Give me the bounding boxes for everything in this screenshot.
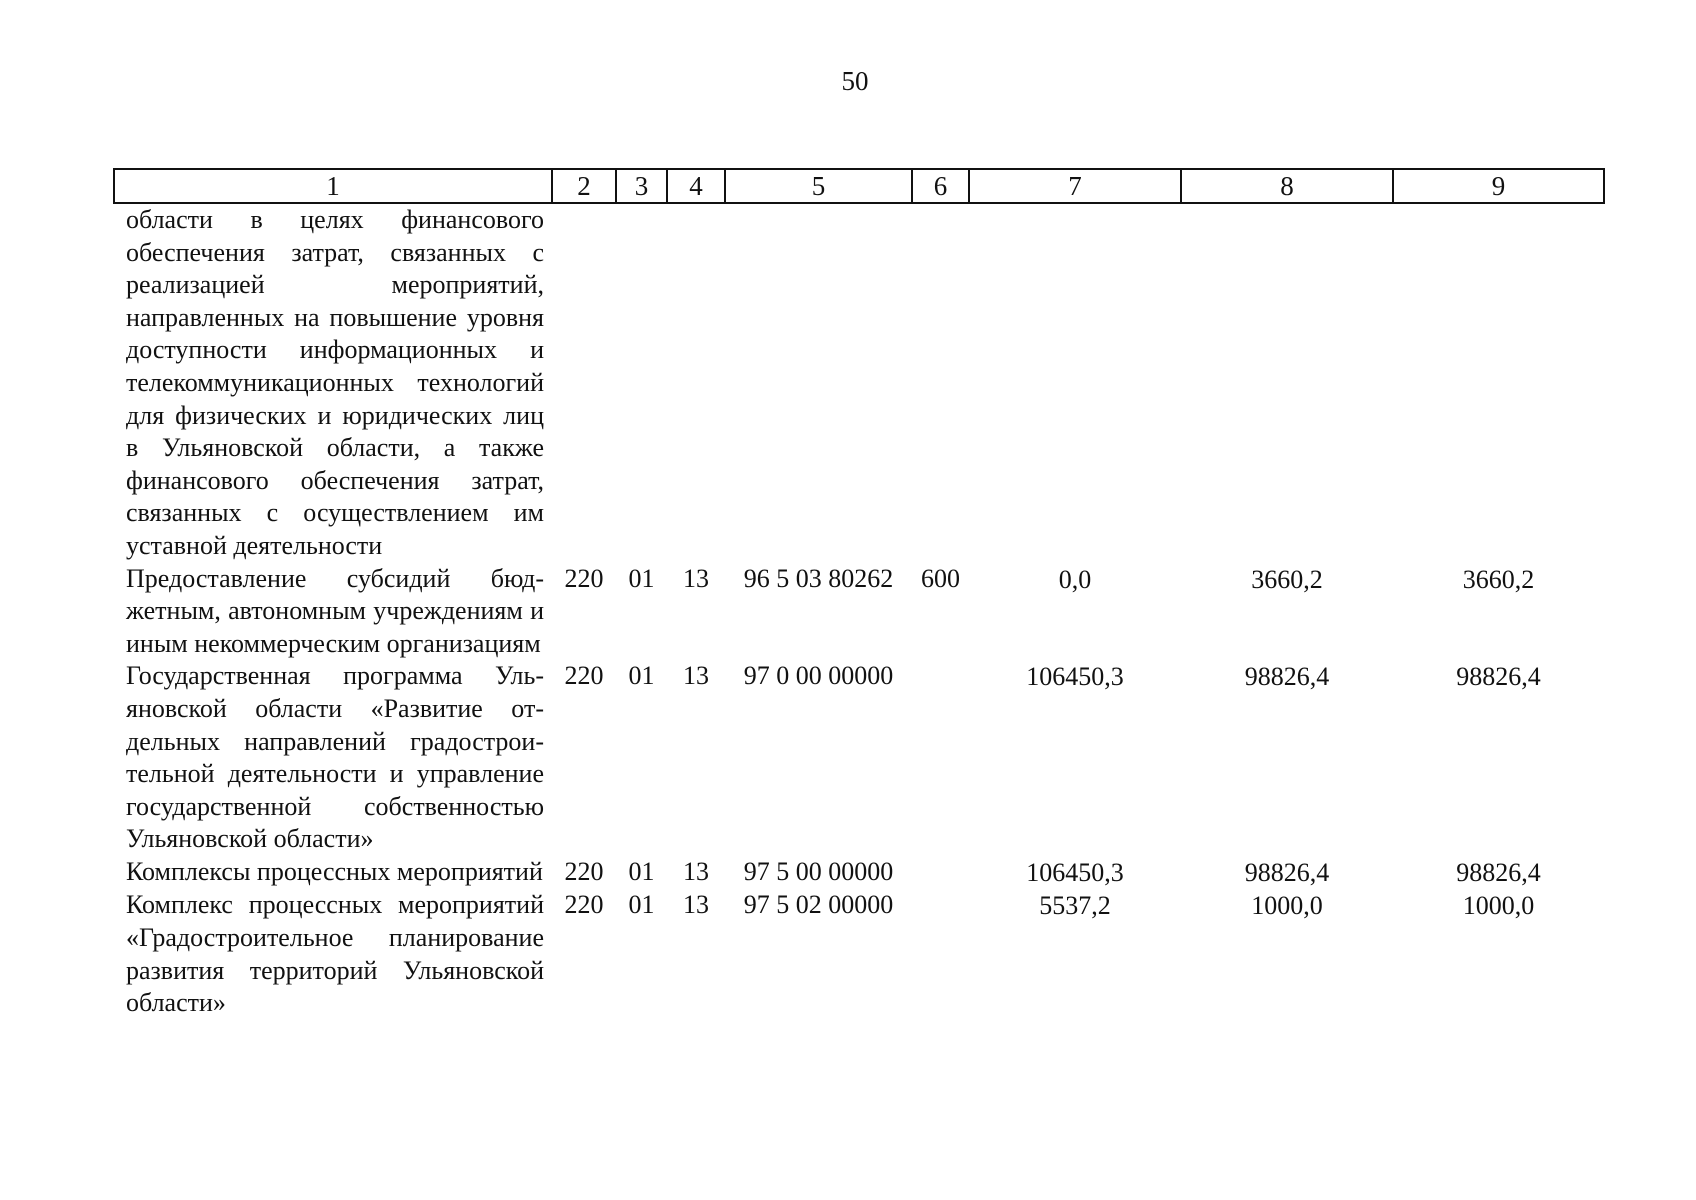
row-name: Предоставление субсидий бюджетным, автономным учреждениям и иным некоммерческим организациям <box>126 563 544 658</box>
table-row <box>114 856 1604 890</box>
row-col-6 <box>912 889 969 1019</box>
row-col-7: 5537,2 <box>1039 891 1111 921</box>
header-cell-2: 2 <box>552 169 616 203</box>
row-col-9 <box>1393 203 1604 563</box>
table-body <box>114 203 1604 1020</box>
row-col-2: 220 <box>564 661 604 691</box>
header-cell-7: 7 <box>969 169 1181 203</box>
header-cell-1: 1 <box>114 169 552 203</box>
row-col-5: 97 5 00 00000 <box>743 856 894 886</box>
header-cell-5: 5 <box>725 169 912 203</box>
row-col-4 <box>667 203 725 563</box>
row-col-8: 3660,2 <box>1251 564 1323 594</box>
row-col-5 <box>725 203 912 563</box>
row-col-3: 01 <box>628 890 655 920</box>
row-col-8: 98826,4 <box>1244 662 1330 692</box>
row-col-6 <box>912 660 969 856</box>
row-col-8: 1000,0 <box>1251 891 1323 921</box>
row-col-9: 98826,4 <box>1456 662 1541 692</box>
row-col-7: 106450,3 <box>1026 662 1124 692</box>
row-name: области в целях финансового обеспечения затрат, связанных с реализацией мероприятий, направленных на повышение уровня доступности информационных и телекоммуникационных технологий для физических и юридических лиц в Ульяновской области, а также финансового обеспечения затрат, связанных с осуществлением им уставной деятельности <box>126 205 544 560</box>
header-cell-3: 3 <box>616 169 667 203</box>
row-col-4: 13 <box>683 890 709 920</box>
row-col-2 <box>552 203 616 563</box>
table-row <box>114 889 1604 1019</box>
table-row <box>114 660 1604 856</box>
row-col-3: 01 <box>628 563 655 593</box>
row-col-3 <box>616 203 667 563</box>
row-col-6 <box>912 203 969 563</box>
row-col-3: 01 <box>628 856 655 886</box>
row-col-5: 97 5 02 00000 <box>743 890 894 920</box>
row-col-5: 96 5 03 80262 <box>743 563 894 593</box>
table-header <box>114 169 1604 203</box>
header-cell-9: 9 <box>1393 169 1604 203</box>
header-cell-4: 4 <box>667 169 725 203</box>
row-col-4: 13 <box>683 563 709 593</box>
row-col-5: 97 0 00 00000 <box>743 661 894 691</box>
row-name: Государственная программа Ульяновской области «Развитие отдельных направлений градостроительной деятельности и управление государственной собственностью Ульяновской области» <box>126 661 544 854</box>
row-col-2: 220 <box>564 856 604 886</box>
budget-table <box>113 168 1605 1020</box>
table-row <box>114 203 1604 563</box>
row-name: Комплекс процессных мероприятий «Градостроительное планирование развития территорий Ульяновской области» <box>126 890 544 1018</box>
row-col-4: 13 <box>683 856 709 886</box>
table-row <box>114 563 1604 661</box>
header-cell-8: 8 <box>1181 169 1393 203</box>
row-col-6: 600 <box>921 563 960 593</box>
row-col-3: 01 <box>628 661 655 691</box>
row-col-9: 3660,2 <box>1462 564 1535 594</box>
row-col-7: 0,0 <box>1058 564 1092 594</box>
row-col-8 <box>1181 203 1393 563</box>
row-col-2: 220 <box>564 563 604 593</box>
row-col-2: 220 <box>564 890 604 920</box>
row-col-9: 1000,0 <box>1462 891 1535 921</box>
row-name: Комплексы процессных мероприятий <box>126 856 543 886</box>
row-col-7: 106450,3 <box>1026 857 1124 887</box>
page-number: 50 <box>841 66 869 96</box>
row-col-7 <box>969 203 1181 563</box>
row-col-8: 98826,4 <box>1244 857 1330 887</box>
header-cell-6: 6 <box>912 169 969 203</box>
row-col-6 <box>912 856 969 890</box>
row-col-9: 98826,4 <box>1456 857 1541 887</box>
header-row <box>114 169 1604 203</box>
row-col-4: 13 <box>683 661 709 691</box>
